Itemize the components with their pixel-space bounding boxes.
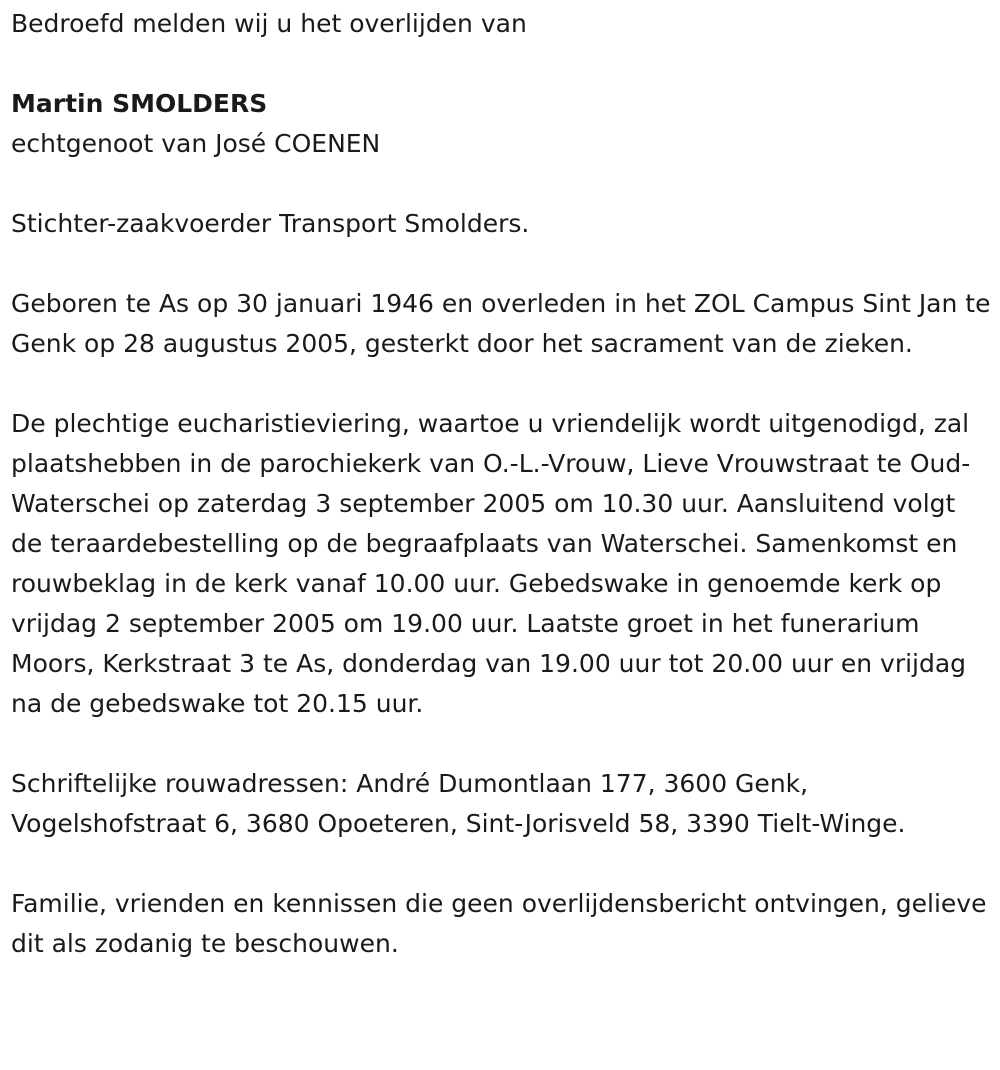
birth-death-paragraph: Geboren te As op 30 januari 1946 en overleden in het ZOL Campus Sint Jan te Genk op 28 augustus 2005, gesterkt door het sacrament van de zieken. xyxy=(11,289,991,358)
intro-text: Bedroefd melden wij u het overlijden van xyxy=(11,9,527,38)
addresses-paragraph: Schriftelijke rouwadressen: André Dumontlaan 177, 3600 Genk, Vogelshofstraat 6, 3680 Opoeteren, Sint-Jorisveld 58, 3390 Tielt-Winge. xyxy=(11,769,906,838)
obituary-notice xyxy=(11,4,991,964)
ceremony-paragraph: De plechtige eucharistieviering, waartoe u vriendelijk wordt uitgenodigd, zal plaatshebben in de parochiekerk van O.-L.-Vrouw, Lieve Vrouwstraat te Oud-Waterschei op zaterdag 3 september 2005 om 10.30 uur. Aansluitend volgt de teraardebestelling op de begraafplaats van Waterschei. Samenkomst en rouwbeklag in de kerk vanaf 10.00 uur. Gebedswake in genoemde kerk op vrijdag 2 september 2005 om 19.00 uur. Laatste groet in het funerarium Moors, Kerkstraat 3 te As, donderdag van 19.00 uur tot 20.00 uur en vrijdag na de gebedswake tot 20.15 uur. xyxy=(11,409,971,718)
deceased-name: Martin SMOLDERS xyxy=(11,89,268,118)
occupation-text: Stichter-zaakvoerder Transport Smolders. xyxy=(11,209,530,238)
spouse-text: echtgenoot van José COENEN xyxy=(11,129,381,158)
closing-paragraph: Familie, vrienden en kennissen die geen overlijdensbericht ontvingen, gelieve dit als zodanig te beschouwen. xyxy=(11,889,987,958)
